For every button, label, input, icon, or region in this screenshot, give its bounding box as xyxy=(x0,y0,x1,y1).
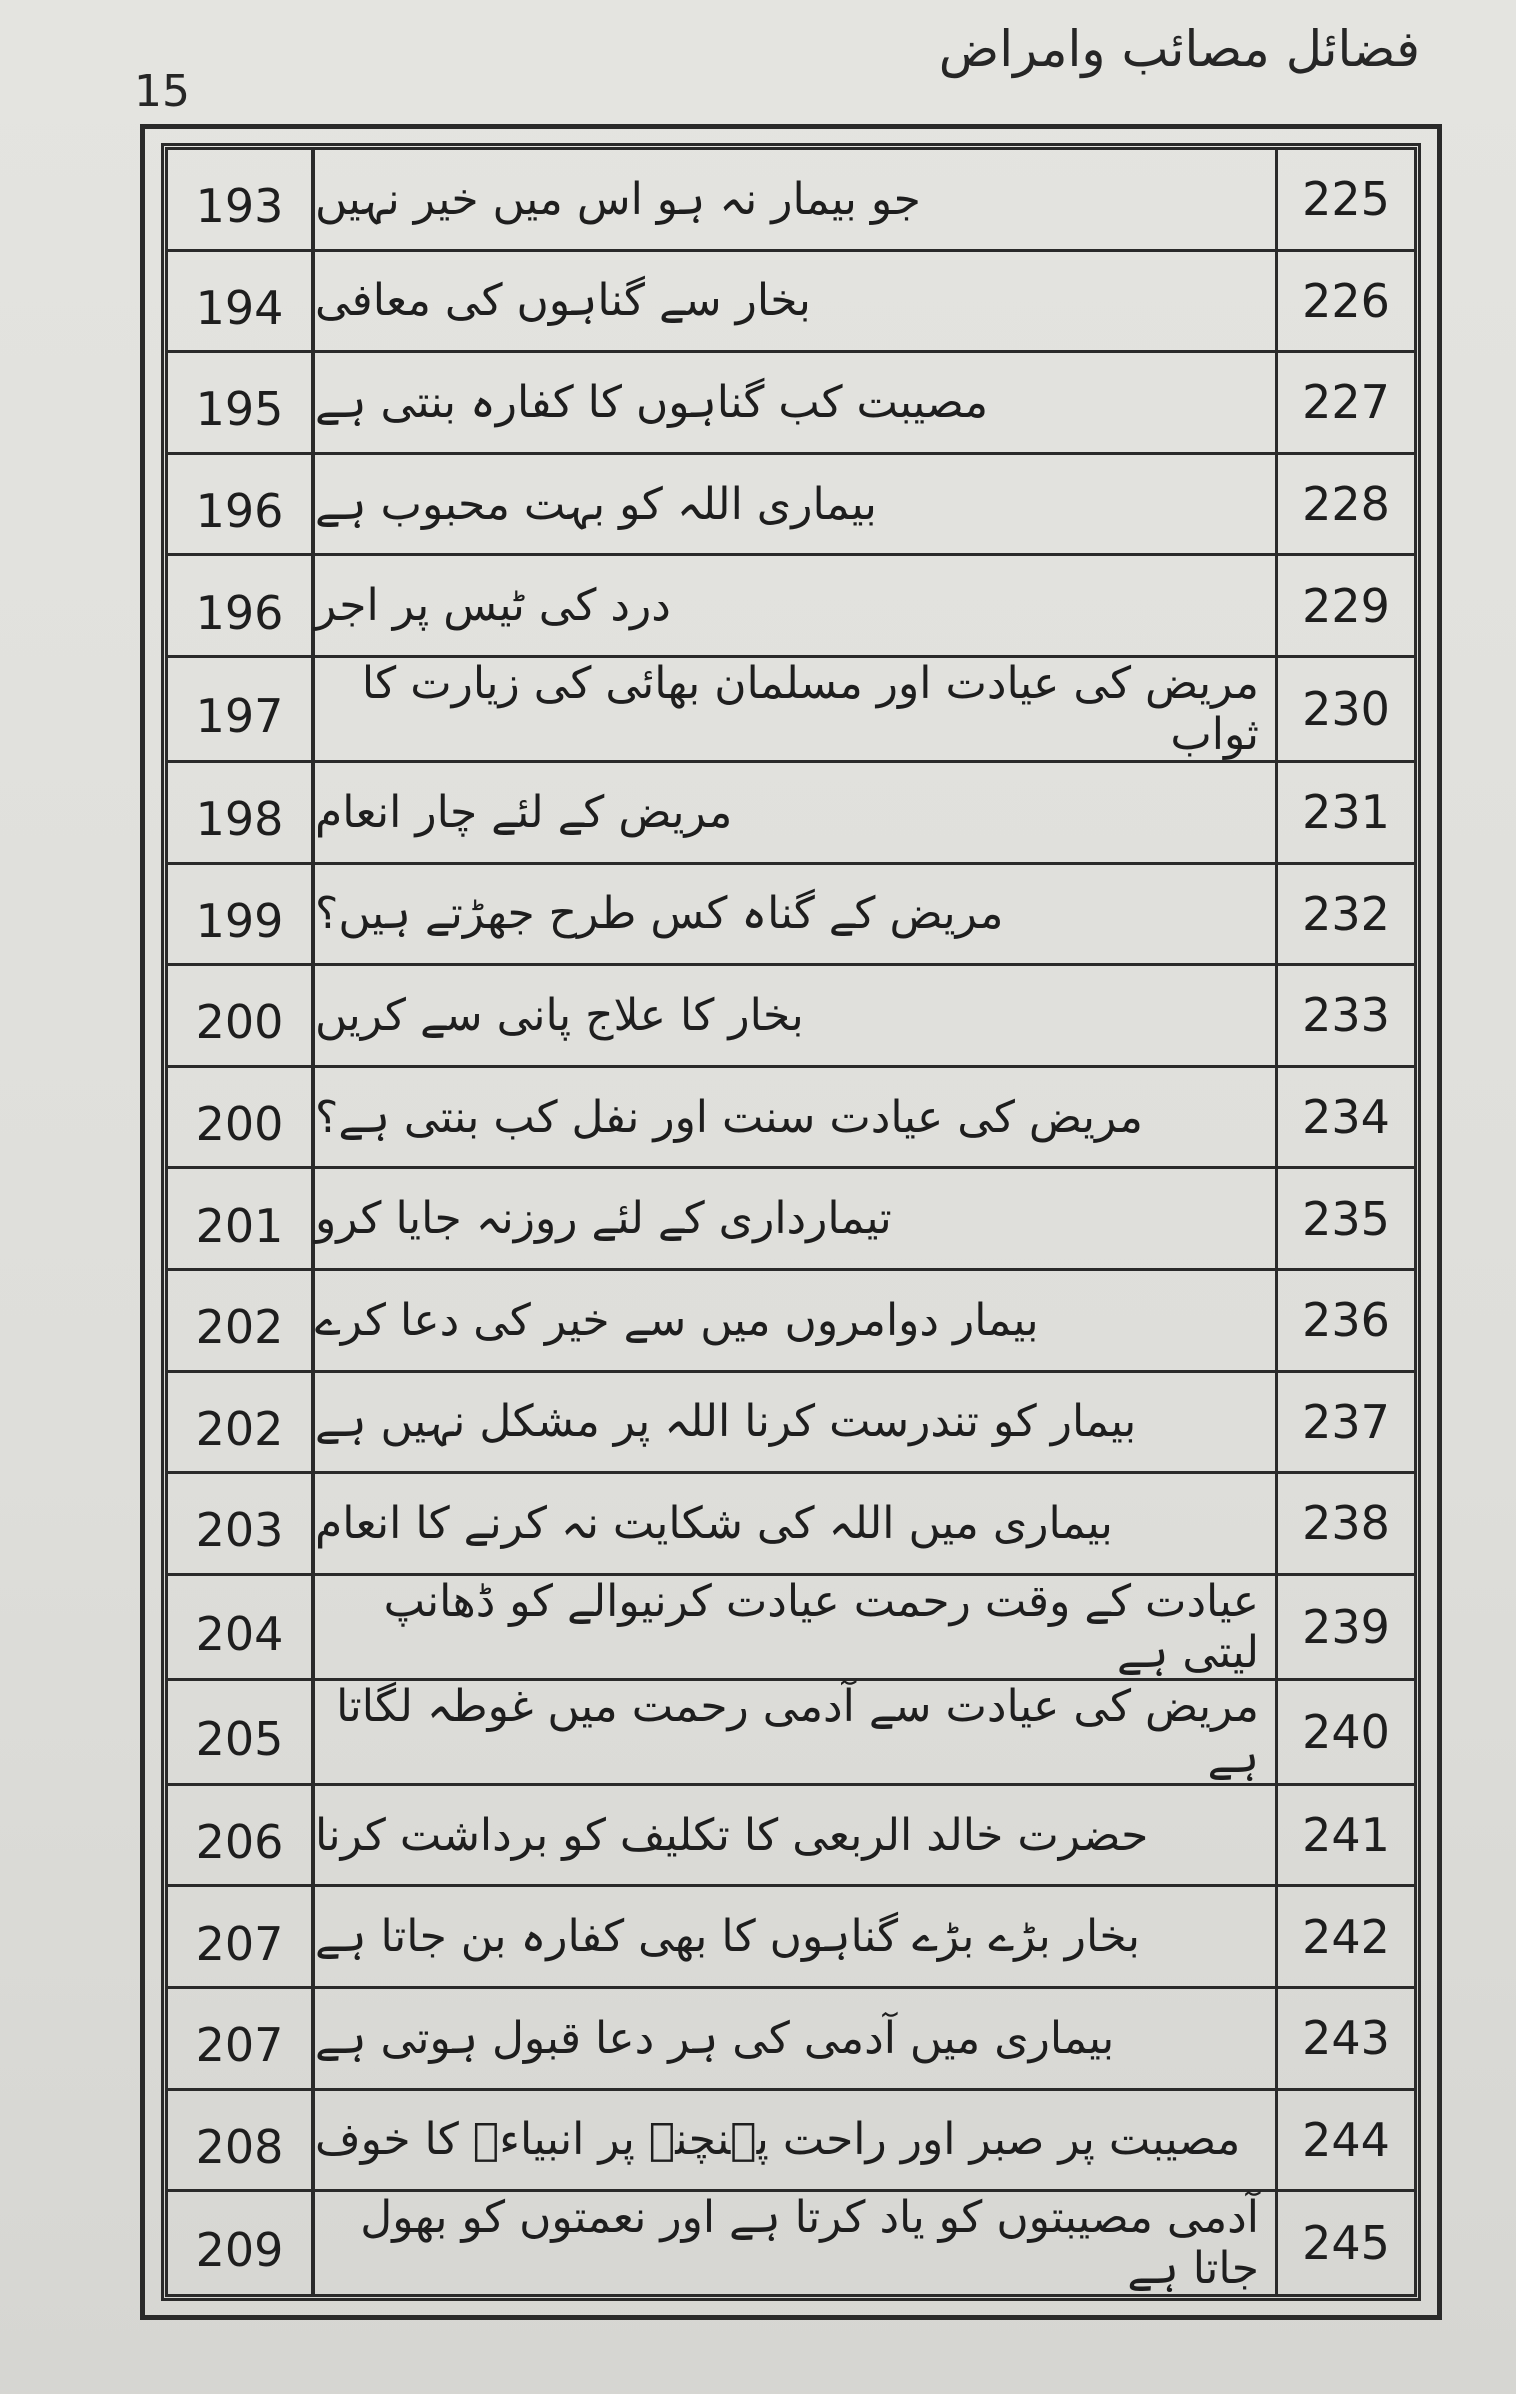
toc-entry-title: بیماری اللہ کو بہت محبوب ہے xyxy=(315,478,877,530)
table-of-contents xyxy=(165,147,1417,2297)
toc-entry-title: درد کی ٹیس پر اجر xyxy=(315,580,671,632)
toc-page-number: 202 xyxy=(165,1373,315,1472)
toc-entry-title: مریض کی عیادت اور مسلمان بھائی کی زیارت کا ثواب xyxy=(361,657,1259,760)
toc-page-number: 198 xyxy=(165,763,315,862)
toc-entry-title: تیمارداری کے لئے روزنہ جایا کرو xyxy=(315,1193,892,1245)
toc-entry-number: 237 xyxy=(1275,1373,1417,1472)
toc-entry-title: بیمار کو تندرست کرنا اللہ پر مشکل نہیں ہے xyxy=(315,1396,1137,1448)
toc-row xyxy=(165,350,1417,452)
toc-entry-title: بخار بڑے بڑے گناہوں کا بھی کفارہ بن جاتا ہے xyxy=(315,1911,1140,1963)
toc-entry-title: بخار سے گناہوں کی معافی xyxy=(315,275,811,327)
toc-entry-title: بیماری میں اللہ کی شکایت نہ کرنے کا انعام xyxy=(315,1497,1113,1549)
toc-row xyxy=(165,1166,1417,1268)
toc-page-number: 205 xyxy=(165,1681,315,1783)
toc-page-number: 203 xyxy=(165,1474,315,1573)
toc-entry-title: بیمار دوامروں میں سے خیر کی دعا کرے xyxy=(315,1294,1039,1346)
toc-entry-title: بخار کا علاج پانی سے کریں xyxy=(315,989,804,1041)
toc-page-number: 207 xyxy=(165,1887,315,1986)
toc-row xyxy=(165,553,1417,655)
toc-row xyxy=(165,2189,1417,2297)
toc-page-number: 196 xyxy=(165,556,315,655)
toc-entry-title: عیادت کے وقت رحمت عیادت کرنیوالے کو ڈھانپ لیتی ہے xyxy=(383,1575,1259,1678)
toc-page-number: 195 xyxy=(165,353,315,452)
toc-row xyxy=(165,1268,1417,1370)
toc-entry-number: 243 xyxy=(1275,1989,1417,2088)
toc-page-number: 201 xyxy=(165,1169,315,1268)
toc-entry-number: 240 xyxy=(1275,1681,1417,1783)
toc-entry-number: 235 xyxy=(1275,1169,1417,1268)
toc-entry-title: مریض کے گناہ کس طرح جھڑتے ہیں؟ xyxy=(315,888,1004,940)
toc-page-number: 193 xyxy=(165,150,315,249)
toc-page-number: 194 xyxy=(165,252,315,351)
toc-entry-number: 242 xyxy=(1275,1887,1417,1986)
toc-row xyxy=(165,862,1417,964)
toc-page-number: 202 xyxy=(165,1271,315,1370)
toc-entry-number: 231 xyxy=(1275,763,1417,862)
toc-entry-number: 238 xyxy=(1275,1474,1417,1573)
toc-entry-title: جو بیمار نہ ہو اس میں خیر نہیں xyxy=(315,173,921,225)
toc-page-number: 199 xyxy=(165,865,315,964)
toc-page-number: 197 xyxy=(165,658,315,760)
toc-row xyxy=(165,1065,1417,1167)
toc-row xyxy=(165,1678,1417,1783)
toc-row xyxy=(165,2088,1417,2190)
toc-row xyxy=(165,1573,1417,1678)
toc-entry-number: 227 xyxy=(1275,353,1417,452)
toc-page-number: 200 xyxy=(165,1068,315,1167)
toc-entry-title: مریض کے لئے چار انعام xyxy=(315,786,733,838)
toc-entry-title: مریض کی عیادت سنت اور نفل کب بنتی ہے؟ xyxy=(315,1091,1143,1143)
toc-page-number: 204 xyxy=(165,1576,315,1678)
toc-entry-number: 241 xyxy=(1275,1786,1417,1885)
toc-row xyxy=(165,1884,1417,1986)
toc-entry-title: حضرت خالد الربعی کا تکلیف کو برداشت کرنا xyxy=(315,1809,1149,1861)
toc-page-number: 208 xyxy=(165,2091,315,2190)
toc-row xyxy=(165,1783,1417,1885)
toc-row xyxy=(165,963,1417,1065)
page-number: 15 xyxy=(134,66,190,117)
book-title: فضائل مصائب وامراض xyxy=(938,20,1420,78)
toc-entry-number: 244 xyxy=(1275,2091,1417,2190)
toc-entry-number: 225 xyxy=(1275,150,1417,249)
toc-row xyxy=(165,1370,1417,1472)
toc-page-number: 200 xyxy=(165,966,315,1065)
toc-entry-number: 229 xyxy=(1275,556,1417,655)
toc-entry-title: بیماری میں آدمی کی ہر دعا قبول ہوتی ہے xyxy=(315,2012,1115,2064)
toc-entry-number: 228 xyxy=(1275,455,1417,554)
toc-entry-number: 226 xyxy=(1275,252,1417,351)
toc-entry-title: مصیبت کب گناہوں کا کفارہ بنتی ہے xyxy=(315,376,989,428)
toc-page-number: 207 xyxy=(165,1989,315,2088)
toc-row xyxy=(165,760,1417,862)
toc-entry-number: 233 xyxy=(1275,966,1417,1065)
toc-entry-number: 245 xyxy=(1275,2192,1417,2294)
toc-row xyxy=(165,655,1417,760)
toc-row xyxy=(165,249,1417,351)
toc-entry-number: 234 xyxy=(1275,1068,1417,1167)
toc-entry-number: 230 xyxy=(1275,658,1417,760)
toc-page-number: 196 xyxy=(165,455,315,554)
toc-page-number: 206 xyxy=(165,1786,315,1885)
toc-entry-title: آدمی مصیبتوں کو یاد کرتا ہے اور نعمتوں کو بھول جاتا ہے xyxy=(360,2192,1259,2295)
toc-page-number: 209 xyxy=(165,2192,315,2294)
toc-row xyxy=(165,1471,1417,1573)
table-of-contents-frame xyxy=(140,124,1442,2320)
toc-row xyxy=(165,147,1417,249)
toc-entry-number: 232 xyxy=(1275,865,1417,964)
toc-entry-title: مصیبت پر صبر اور راحت پہنچنے پر انبیاءؑ کا خوف xyxy=(315,2114,1241,2166)
toc-row xyxy=(165,452,1417,554)
toc-entry-number: 236 xyxy=(1275,1271,1417,1370)
toc-entry-title: مریض کی عیادت سے آدمی رحمت میں غوطہ لگاتا ہے xyxy=(336,1680,1259,1783)
toc-entry-number: 239 xyxy=(1275,1576,1417,1678)
toc-row xyxy=(165,1986,1417,2088)
